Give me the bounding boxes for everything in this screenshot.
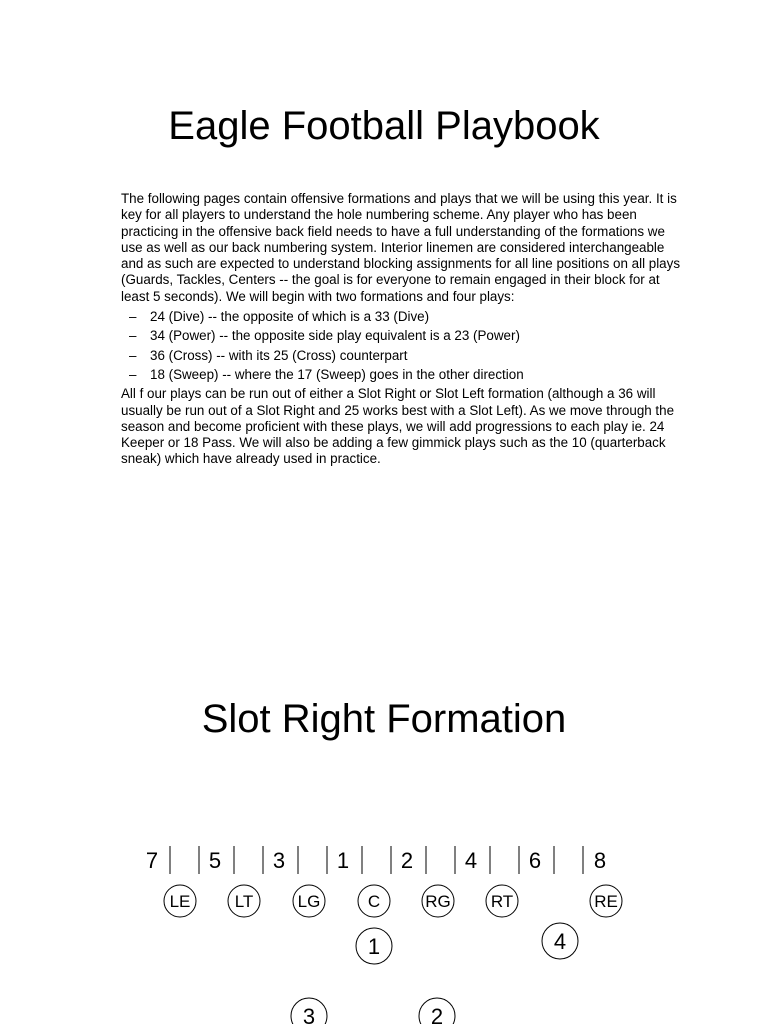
page-title: Eagle Football Playbook xyxy=(168,104,600,148)
hole-dividers xyxy=(170,846,583,874)
hole-number: 5 xyxy=(208,848,222,873)
back-number: 4 xyxy=(553,929,567,954)
lineman-label: LT xyxy=(234,892,254,911)
back-number: 1 xyxy=(367,934,381,959)
play-item: – 34 (Power) -- the opposite side play equivalent is a 23 (Power) xyxy=(121,326,681,345)
play-item: – 24 (Dive) -- the opposite of which is a 33 (Dive) xyxy=(121,307,681,326)
back-number: 3 xyxy=(302,1004,316,1024)
hole-number: 3 xyxy=(272,848,286,873)
formation-diagram xyxy=(0,830,768,1024)
intro-section xyxy=(121,191,681,468)
back-number: 2 xyxy=(430,1004,444,1024)
lineman-label: LG xyxy=(297,892,321,911)
lineman-label: RT xyxy=(490,892,514,911)
hole-number: 4 xyxy=(464,848,478,873)
hole-number: 7 xyxy=(145,848,159,873)
lineman-label: C xyxy=(367,892,381,911)
closing-paragraph: All f our plays can be run out of either a Slot Right or Slot Left formation (although a 36 will usually be run out of a Slot Right and 25 works best with a Slot Left). As we move through the season and become proficient with these plays, we will add progressions to each play ie. 24 Keeper or 18 Pass. We will also be adding a few gimmick plays such as the 10 (quarterback sneak) which have already used in practice. xyxy=(121,386,675,467)
hole-number: 1 xyxy=(336,848,350,873)
linemen-circles xyxy=(164,885,622,917)
lineman-label: LE xyxy=(169,892,191,911)
intro-paragraph: The following pages contain offensive formations and plays that we will be using this year. It is key for all players to understand the hole numbering scheme. Any player who has been practicing in the offensive back field needs to have a full understanding of the formations we use as well as our back numbering system. Interior linemen are considered interchangeable and as such are expected to understand blocking assignments for all line positions on all plays (Guards, Tackles, Centers -- the goal is for everyone to remain engaged in their block for at least 5 seconds). We will begin with two formations and four plays: xyxy=(121,191,681,304)
plays-list xyxy=(121,307,681,384)
hole-number: 6 xyxy=(528,848,542,873)
hole-number: 8 xyxy=(593,848,607,873)
formation-title: Slot Right Formation xyxy=(201,697,567,741)
lineman-label: RE xyxy=(594,892,618,911)
play-item: – 36 (Cross) -- with its 25 (Cross) counterpart xyxy=(121,346,681,365)
lineman-label: RG xyxy=(425,892,451,911)
hole-number: 2 xyxy=(400,848,414,873)
play-item: – 18 (Sweep) -- where the 17 (Sweep) goes in the other direction xyxy=(121,365,681,384)
